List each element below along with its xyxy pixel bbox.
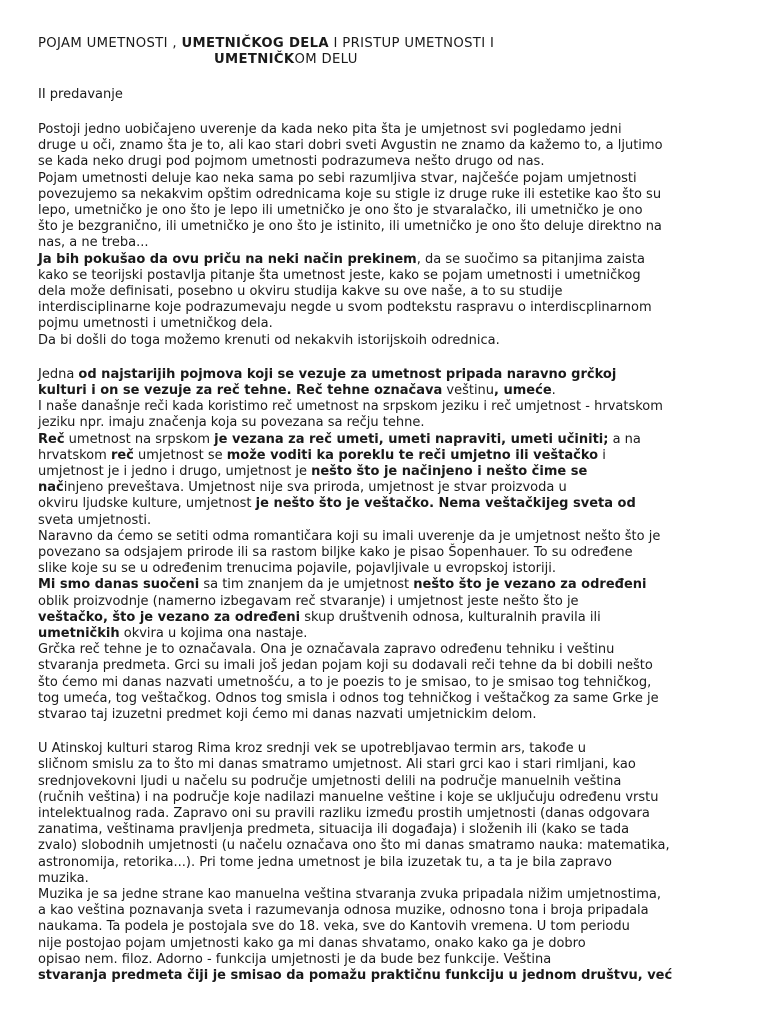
text-line: Pojam umetnosti deluje kao neka sama po sebi razumljiva stvar, najčešće pojam umjetnosti xyxy=(38,170,637,186)
text-line: sličnom smislu za to što mi danas smatramo umjetnost. Ali stari grci kao i stari rimljani, kao xyxy=(38,757,636,773)
document-title-line-1: POJAM UMETNOSTI , UMETNIČKOG DELA I PRISTUP UMETNOSTI I xyxy=(38,36,495,51)
text-line: povezujemo sa nekakvim opštim odrednicama koje su stigle iz druge ruke ili estetike kao što su xyxy=(38,186,662,202)
text-line: umetničkih okvira u kojima ona nastaje. xyxy=(38,626,308,641)
text-line: astronomija, retorika...). Pri tome jedna umetnost je bila izuzetak tu, a ta je bila zapravo xyxy=(38,854,612,870)
lecture-heading: II predavanje xyxy=(38,87,123,102)
text-line: sveta umjetnosti. xyxy=(38,512,152,528)
text-line: a kao veština poznavanja sveta i razumevanja odnosa muzike, odnosno tona i broja pripadala xyxy=(38,903,649,919)
text-line: Mi smo danas suočeni sa tim znanjem da je umjetnost nešto što je vezano za određeni xyxy=(38,577,647,593)
text-line: zanatima, veštinama pravljenja predmeta, situacija ili događaja) i složenih ili (kako se tada xyxy=(38,822,630,838)
text-line: intelektualnog rada. Zapravo oni su pravili razliku između prostih umjetnosti (danas odgovara xyxy=(38,806,650,821)
text-line: okviru ljudske kulture, umjetnost je nešto što je veštačko. Nema veštačkijeg sveta od xyxy=(38,496,636,512)
text-line: kako se teorijski postavlja pitanje šta umetnost jeste, kako se pojam umetnosti i umetničkog xyxy=(38,267,641,283)
text-line: nas, a ne treba... xyxy=(38,235,149,251)
text-line: se kada neko drugi pod pojmom umetnosti podrazumeva nešto drugo od nas. xyxy=(38,154,545,170)
text-line: umjetnost je i jedno i drugo, umjetnost je nešto što je načinjeno i nešto čime se xyxy=(38,464,588,479)
text-line: Ja bih pokušao da ovu priču na neki način prekinem, da se suočimo sa pitanjima zaista xyxy=(38,251,645,267)
text-line: naukama. Ta podela je postojala sve do 18. veka, sve do Kantovih vremena. U tom periodu xyxy=(38,919,630,935)
text-line: kulturi i on se vezuje za reč tehne. Reč tehne označava veštinu, umeće. xyxy=(38,383,556,398)
text-line: muzika. xyxy=(38,870,89,886)
text-line: Muzika je sa jedne strane kao manuelna veština stvaranja zvuka pripadala nižim umjetnostima, xyxy=(38,887,662,902)
text-line: stvarao taj izuzetni predmet koji ćemo mi danas nazvati umjetnickim delom. xyxy=(38,707,537,722)
text-line: načinjeno preveštava. Umjetnost nije sva priroda, umjetnost je stvar proizvoda u xyxy=(38,480,567,496)
text-line: Jedna od najstarijih pojmova koji se vezuje za umetnost pripada naravno grčkoj xyxy=(38,366,617,382)
text-line: srednjovekovni ljudi u načelu su područje umjetnosti delili na područje manuelnih veština xyxy=(38,773,622,789)
text-line: Naravno da ćemo se setiti odma romantičara koji su imali uverenje da je umjetnost nešto što je xyxy=(38,528,661,544)
text-line: stvaranja predmeta. Grci su imali još jedan pojam koji su dodavali reči tehne da bi dobili nešto xyxy=(38,658,653,674)
text-line: interdisciplinarne koje podrazumevaju negde u svom podtekstu raspravu o interdiscplinarnom xyxy=(38,300,652,316)
text-line: jeziku npr. imaju značenja koja su povezana sa rečju tehne. xyxy=(38,415,425,431)
text-line: druge u oči, znamo šta je to, ali kao stari dobri sveti Avgustin ne znamo da kažemo to, a ljutimo xyxy=(38,138,663,154)
text-line: Grčka reč tehne je to označavala. Ona je označavala zapravo određenu tehniku i veštinu xyxy=(38,642,615,658)
text-line: Da bi došli do toga možemo krenuti od nekakvih istorijskoih odrednica. xyxy=(38,332,500,348)
text-line: pojmu umetnosti i umetničkog dela. xyxy=(38,316,273,332)
text-line: tog umeća, tog veštačkog. Odnos tog smisla i odnos tog tehničkog i veštačkog za same Grke je xyxy=(38,690,659,706)
text-line: slike koje su se u određenim trenucima pojavile, pojavljivale u evropskoj istoriji. xyxy=(38,561,556,577)
text-line: povezano sa odsjajem prirode ili sa rastom biljke kako je pisao Šopenhauer. To su određene xyxy=(38,545,633,560)
text-line: hrvatskom reč umjetnost se može voditi ka poreklu te reči umjetno ili veštačko i xyxy=(38,447,606,463)
text-line: Reč umetnost na srpskom je vezana za reč umeti, umeti napraviti, umeti učiniti; a na xyxy=(38,431,641,447)
text-line: nije postojao pojam umjetnosti kako ga mi danas shvatamo, onako kako ga je dobro xyxy=(38,935,586,951)
text-line: U Atinskoj kulturi starog Rima kroz srednji vek se upotrebljavao termin ars, takođe u xyxy=(38,741,586,757)
text-line: I naše današnje reči kada koristimo reč umetnost na srpskom jeziku i reč umjetnost - hrvatskom xyxy=(38,399,663,415)
text-line: što ćemo mi danas nazvati umetnošću, a to je poezis to je smisao, to je smisao tog tehničkog, xyxy=(38,674,652,690)
text-line: oblik proizvodnje (namerno izbegavam reč stvaranje) i umjetnost jeste nešto što je xyxy=(38,593,579,609)
text-line: dela može definisati, posebno u okviru studija kakve su ove naše, a to su studije xyxy=(38,284,563,299)
text-line: lepo, umetničko je ono što je lepo ili umetničko je ono što je stvaralačko, ili umetničko je ono xyxy=(38,203,643,218)
text-line: veštačko, što je vezano za određeni skup društvenih odnosa, kulturalnih pravila ili xyxy=(38,609,601,625)
text-line: zvalo) slobodnih umjetnosti (u načelu označava ono što mi danas smatramo nauka: matematika, xyxy=(38,838,670,854)
text-line: opisao nem. filoz. Adorno - funkcija umjetnosti je da bude bez funkcije. Veština xyxy=(38,951,552,967)
document-title-line-2: UMETNIČKOM DELU xyxy=(214,52,358,67)
text-line: (ručnih veština) i na područje koje nadilazi manuelne veštine i koje se uključuju određenu vrstu xyxy=(38,789,659,805)
text-line: što je bezgranično, ili umetničko je ono što je istinito, ili umetničko je ono što deluje direktno na xyxy=(38,219,662,235)
text-line: Postoji jedno uobičajeno uverenje da kada neko pita šta je umjetnost svi pogledamo jedni xyxy=(38,122,622,137)
text-line: stvaranja predmeta čiji je smisao da pomažu praktičnu funkciju u jednom društvu, već xyxy=(38,968,673,983)
